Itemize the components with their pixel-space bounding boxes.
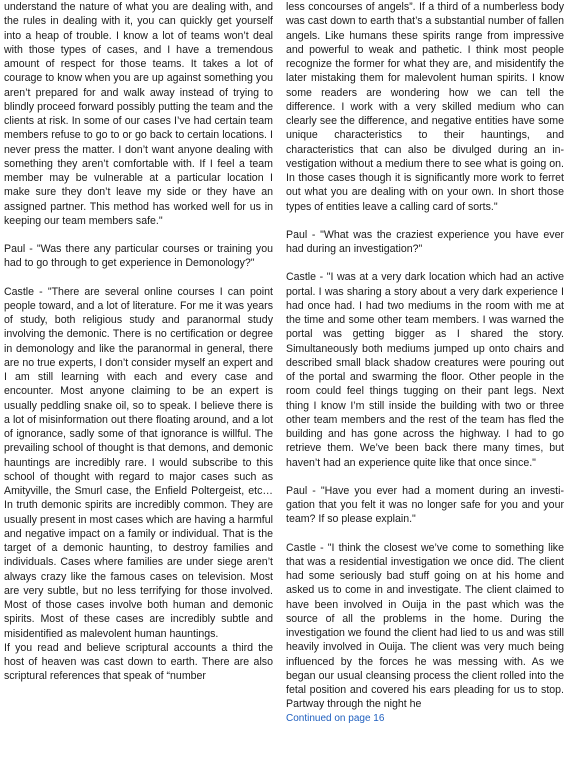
continued-on-page-link[interactable]: Continued on page 16 — [286, 712, 385, 724]
left-column — [4, 0, 273, 684]
right-column — [286, 0, 564, 725]
paragraph-team-safety: understand the nature of what you are dealing with, and the rules in dealing with it, you can quickly get yourself into a heap of trouble. I know a lot of teams won’t deal with those types of cases, and I have a tremendous amount of respect for those teams. It takes a lot of courage to know when you are up against something you aren’t prepared for and walk away instead of trying to blindly proceed forward possibly putting the team and the clients at risk. In some of our cases I’ve had certain team members refuse to go to or go back to certain locations. I never press the matter. I don’t want anyone dealing with something they aren’t comfortable with. If I feel a team member may be vulnerable at a particular location I make sure they don’t leave my side or they have an assigned partner. This method has worked well for us in keeping our team members safe." — [4, 1, 273, 227]
paragraph-answer-ouija: Castle - "I think the closest we’ve come to something like that was a residential investigation we once did. The client had some seriously bad stuff going on at his home and asked us to come in and investigate. The client claimed to have been involved in Ouija in the past which was the source of all the problems in the home. During the investigation we found the client had lied to us and was still heavily involved in Ouija. The client was very much being influenced by the forces he was messing with. As we began our usual cleansing process the client rolled into the fetal position and covered his ears pleading for us to stop. Partway through the night he — [286, 541, 564, 711]
paragraph-fallen-angels: less concourses of angels”. If a third of a numberless body was cast down to earth that’s a substantial number of fallen angels. Like humans these spirits range from impressive and powerful to weak and pathetic. I think most people recognize the former for what they are, and misidentify the later mistaking them for malevolent human spirits. I know some readers are wondering how we can tell the difference. I work with a very skilled medium who can clearly see the difference, and negative entities have some unique characteristics to their hauntings, and characteristics that can also be divulged during an investigation without a medium there to see what is going on. In those cases though it is significantly more work to ferret out what you are dealing with on your own. In short those types of entities leave a calling card of sorts." — [286, 1, 564, 213]
paragraph-answer-portal: Castle - "I was at a very dark location which had an active portal. I was sharing a story about a very dark experience I had once had. I had two mediums in the room with me at the time and some other team members. I was warned the portal was getting bigger as I shared the story. Simultaneously both mediums jumped up onto chairs and described small black shadow creatures were pouring out of the portal and swarming the floor. Other people in the room could feel things tugging on their pant legs. Next thing I know I’m still inside the building with two or three other team members and the rest of the team has fled the building and has gone across the highway. I had to go retrieve them. We’ve been back there many times, but haven’t had an experience quite like that once since." — [286, 271, 564, 469]
paragraph-answer-training: Castle - "There are several online courses I can point people toward, and a lot of literature. For me it was years of study, both religious study and paranormal study involving the demonic. There is no certification or degree in demonology and like the paranormal in general, there are no true experts, I don’t consider myself an expert and I am still learning with each and every case and encounter. Most anyone claiming to be an expert is usually peddling snake oil, so to speak. I believe there is a lot of misinformation out there floating around, and a lot of ignorance, sadly some of that ignorance is willful. The prevailing school of thought is that demons, and demonic hauntings are incredibly rare. I would subscribe to this school of thought with regard to major cases such as Amityville, the Smurl case, the Enfield Poltergeist, etc… In truth demonic spirits are incredibly common. They are usually present in most cases which are having a harmful and negative impact on a family or individual. That is the target of a demonic haunting, to destroy families and individuals. Cases where families are under siege aren’t always crazy like the famous cases on television. Most are very subtle, but no less terrifying for those involved. Most of those cases involve both human and demonic spirits. Most of these cases are incredibly subtle and misidentified as malevolent human hauntings. — [4, 285, 273, 640]
paragraph-question-craziest: Paul - "What was the craziest experience you have ever had during an investigation?" — [286, 228, 564, 255]
paragraph-question-unsafe: Paul - "Have you ever had a moment during an investigation that you felt it was no longer safe for you and your team? If so please explain." — [286, 484, 564, 526]
paragraph-question-training: Paul - "Was there any particular courses or training you had to go through to get experience in Demonology?" — [4, 243, 273, 270]
paragraph-scriptural-accounts: If you read and believe scriptural accounts a third the host of heaven was cast down to earth. There are also scriptural references that speak of “number — [4, 641, 273, 683]
